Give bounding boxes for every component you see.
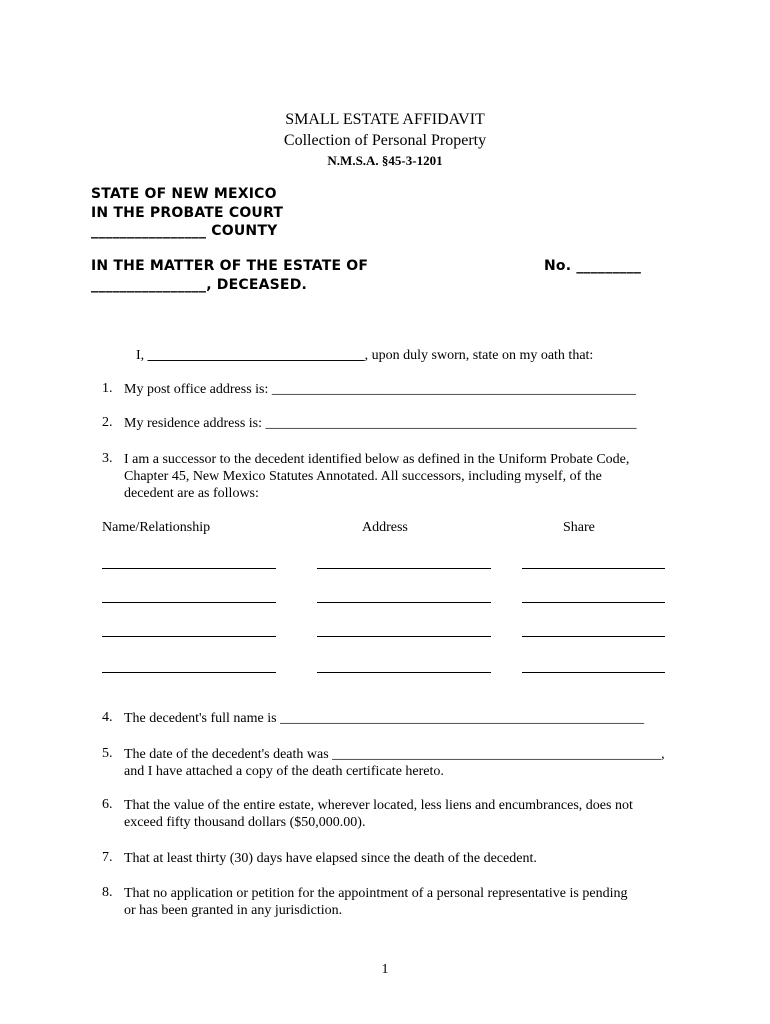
item-3-line-2: Chapter 45, New Mexico Statutes Annotated. All successors, including myself, of the (124, 469, 602, 484)
item-6-line-2: exceed fifty thousand dollars ($50,000.00). (124, 815, 366, 830)
successor-name-field[interactable] (102, 672, 276, 673)
column-header-share: Share (563, 520, 595, 535)
successor-name-field[interactable] (102, 602, 276, 603)
item-number: 7. (102, 850, 113, 865)
document-title: SMALL ESTATE AFFIDAVIT (285, 111, 485, 128)
deceased-label: , DECEASED. (206, 277, 308, 293)
item-8-line-1: That no application or petition for the appointment of a personal representative is pending (124, 886, 628, 901)
document-subtitle: Collection of Personal Property (283, 132, 487, 149)
successor-address-field[interactable] (317, 672, 491, 673)
column-header-name: Name/Relationship (102, 520, 211, 535)
successor-address-field[interactable] (317, 602, 491, 603)
oath-prefix: I, (136, 348, 148, 363)
item-number: 3. (102, 451, 113, 466)
county-label: COUNTY (206, 223, 278, 239)
decedent-full-name-field[interactable]: The decedent's full name is ____________________________________________________ (124, 711, 645, 726)
caption-deceased-line (91, 277, 307, 293)
successor-name-field[interactable] (102, 636, 276, 637)
post-office-address-field[interactable]: My post office address is: ____________________________________________________ (124, 382, 636, 397)
caption-state: STATE OF NEW MEXICO (91, 186, 277, 202)
successor-share-field[interactable] (522, 602, 665, 603)
oath-statement (136, 347, 593, 365)
county-blank[interactable]: ________________ (91, 223, 207, 239)
oath-suffix: , upon duly sworn, state on my oath that: (364, 348, 594, 363)
caption-court: IN THE PROBATE COURT (91, 205, 284, 221)
caption-matter: IN THE MATTER OF THE ESTATE OF (91, 258, 369, 274)
item-3-line-1: I am a successor to the decedent identified below as defined in the Uniform Probate Code, (124, 452, 630, 467)
column-header-address: Address (362, 520, 408, 535)
statute-reference: N.M.S.A. §45-3-1201 (327, 153, 443, 168)
item-5-line-2: and I have attached a copy of the death certificate hereto. (124, 764, 444, 779)
case-number[interactable]: No. _________ (544, 258, 642, 274)
item-number: 6. (102, 797, 113, 812)
item-8-line-2: or has been granted in any jurisdiction. (124, 903, 343, 918)
successor-share-field[interactable] (522, 636, 665, 637)
item-number: 1. (102, 381, 113, 396)
item-number: 4. (102, 710, 113, 725)
item-number: 5. (102, 746, 113, 761)
item-6-line-1: That the value of the entire estate, wherever located, less liens and encumbrances, does not (124, 798, 633, 813)
successor-address-field[interactable] (317, 568, 491, 569)
residence-address-field[interactable]: My residence address is: _____________________________________________________ (124, 416, 637, 431)
deceased-name-blank[interactable]: ________________ (91, 277, 207, 293)
date-of-death-field[interactable]: The date of the decedent's death was _______________________________________________, (124, 747, 665, 762)
affiant-name-blank[interactable]: _______________________________ (147, 348, 365, 363)
page-number: 1 (381, 962, 389, 977)
successor-share-field[interactable] (522, 672, 665, 673)
caption-county-line (91, 223, 277, 239)
successor-address-field[interactable] (317, 636, 491, 637)
item-3-line-3: decedent are as follows: (124, 486, 259, 501)
item-number: 2. (102, 415, 113, 430)
item-7-text: That at least thirty (30) days have elapsed since the death of the decedent. (124, 851, 537, 866)
successor-share-field[interactable] (522, 568, 665, 569)
item-number: 8. (102, 885, 113, 900)
successor-name-field[interactable] (102, 568, 276, 569)
